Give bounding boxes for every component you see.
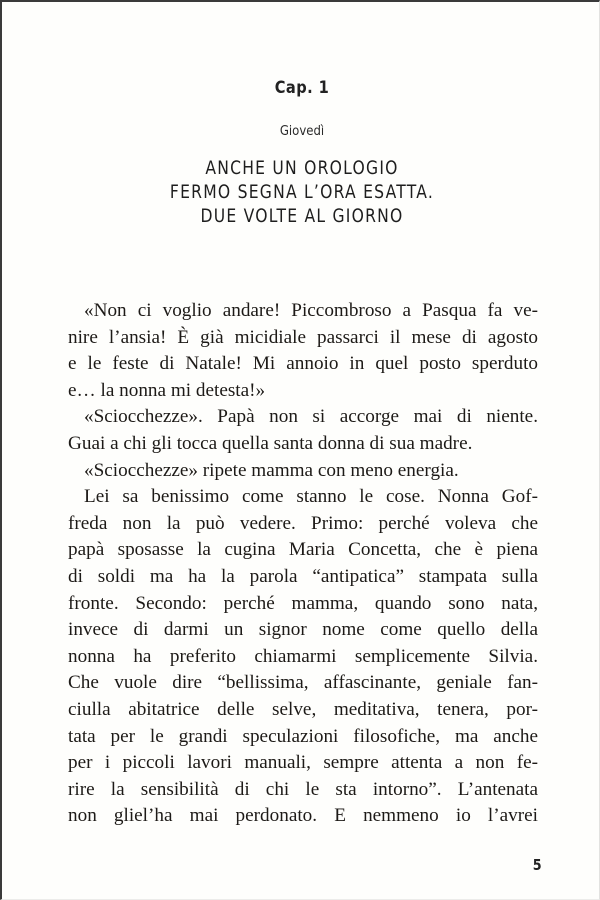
chapter-title-line: FERMO SEGNA L’ORA ESATTA. xyxy=(169,181,435,203)
text-line: e le feste di Natale! Mi annoio in quel posto sperduto xyxy=(68,353,538,375)
text-line: per i piccoli lavori manuali, sempre attenta a non fe- xyxy=(68,752,538,774)
text-line: papà sposasse la cugina Maria Concetta, che è piena xyxy=(68,539,538,561)
text-line: ciulla abitatrice delle selve, meditativa, tenera, por- xyxy=(68,698,538,720)
text-line: non gliel’ha mai perdonato. E nemmeno io l’avrei xyxy=(68,805,538,827)
page-number: 5 xyxy=(532,856,542,874)
chapter-title-line: DUE VOLTE AL GIORNO xyxy=(200,205,404,227)
chapter-number: Cap. 1 xyxy=(274,78,330,98)
text-line: nonna ha preferito chiamarmi semplicemente Silvia. xyxy=(68,645,538,667)
text-line: freda non la può vedere. Primo: perché voleva che xyxy=(68,512,538,534)
chapter-day: Giovedì xyxy=(279,124,325,139)
text-line: Guai a chi gli tocca quella santa donna di sua madre. xyxy=(68,432,473,454)
text-line: rire la sensibilità di chi le sta intorno”. L’antenata xyxy=(68,778,538,800)
text-line: «Sciocchezze». Papà non si accorge mai di niente. xyxy=(84,406,538,428)
text-line: tata per le grandi speculazioni filosofiche, ma anche xyxy=(68,725,538,747)
text-line: nire l’ansia! È già micidiale passarci il mese di agosto xyxy=(68,326,538,348)
text-line: Lei sa benissimo come stanno le cose. Nonna Gof- xyxy=(84,486,538,508)
text-line: invece di darmi un signor nome come quello della xyxy=(68,619,538,641)
chapter-title-line: ANCHE UN OROLOGIO xyxy=(205,157,399,179)
body-text xyxy=(68,298,538,830)
text-line: di soldi ma ha la parola “antipatica” stampata sulla xyxy=(68,565,538,587)
text-line: e… la nonna mi detesta!» xyxy=(68,379,266,401)
text-line: «Non ci voglio andare! Piccombroso a Pasqua fa ve- xyxy=(84,300,538,321)
text-line: «Sciocchezze» ripete mamma con meno energia. xyxy=(84,459,459,481)
text-line: fronte. Secondo: perché mamma, quando sono nata, xyxy=(68,592,538,614)
text-line: Che vuole dire “bellissima, affascinante, geniale fan- xyxy=(68,672,538,694)
chapter-title xyxy=(2,156,600,228)
